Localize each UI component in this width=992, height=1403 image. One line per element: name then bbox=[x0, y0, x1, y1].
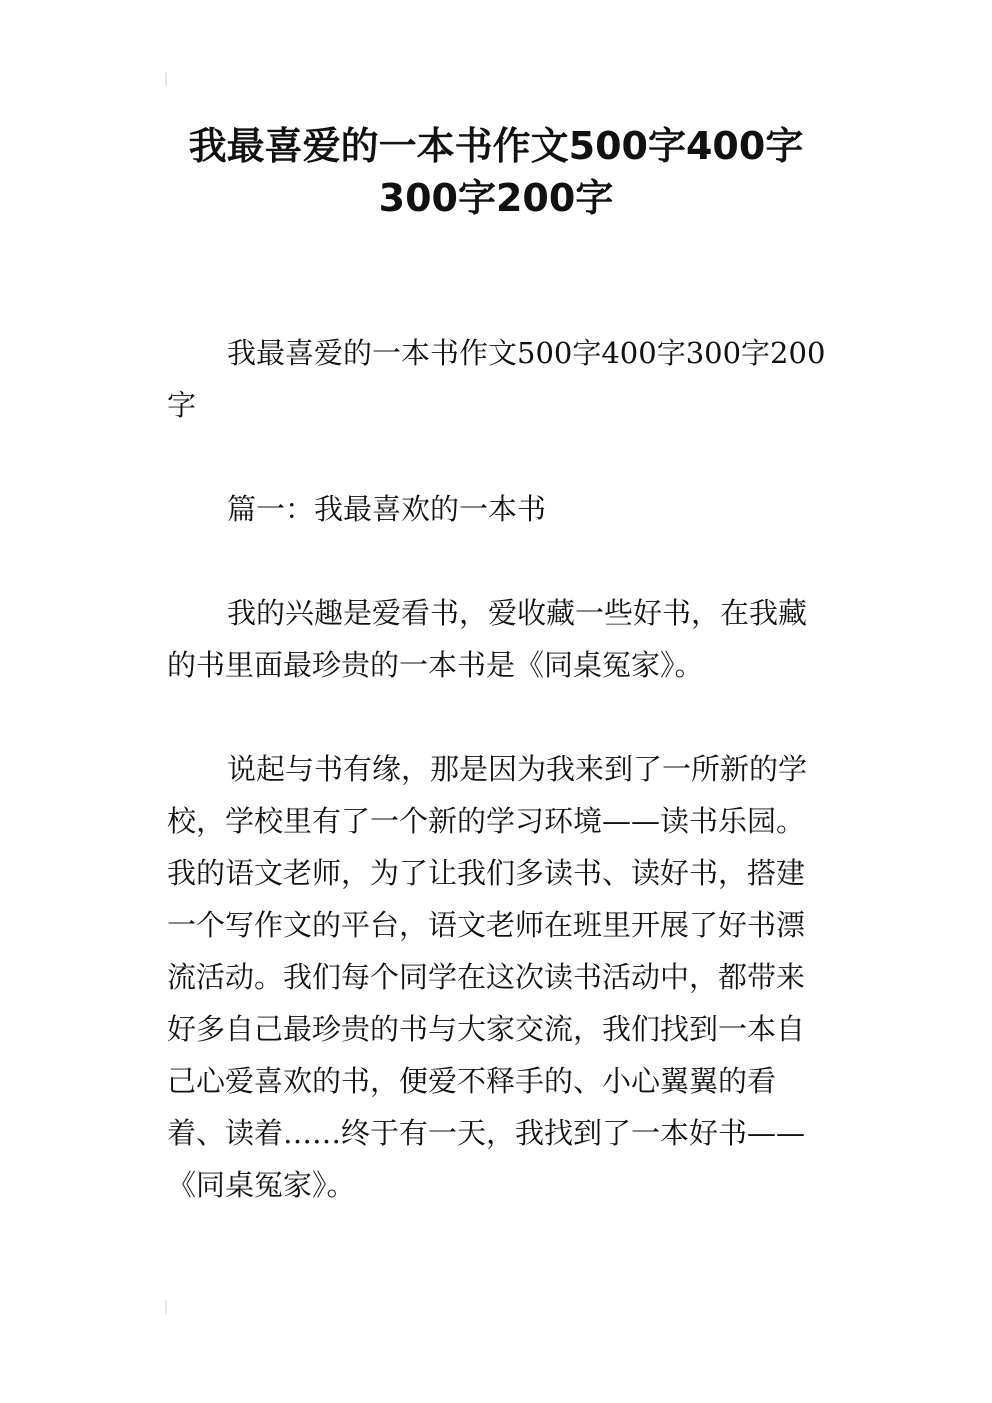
document-body bbox=[167, 327, 831, 1263]
paragraph: 我的兴趣是爱看书，爱收藏一些好书，在我藏的书里面最珍贵的一本书是《同桌冤家》。 bbox=[167, 596, 808, 682]
document-title: 我最喜爱的一本书作文500字400字300字200字 bbox=[188, 124, 804, 220]
page-margin-mark bbox=[165, 1300, 167, 1314]
section-heading: 篇一：我最喜欢的一本书 bbox=[227, 492, 547, 526]
paragraph-subtitle: 我最喜爱的一本书作文500字400字300字200字 bbox=[167, 336, 826, 422]
paragraph: 说起与书有缘，那是因为我来到了一所新的学校，学校里有了一个新的学习环境——读书乐园。我的语文老师，为了让我们多读书、读好书，搭建一个写作文的平台，语文老师在班里开展了好书漂流活动。我们每个同学在这次读书活动中，都带来好多自己最珍贵的书与大家交流，我们找到一本自己心爱喜欢的书，便爱不释手的、小心翼翼的看着、读着……终于有一天，我找到了一本好书——《同桌冤家》。 bbox=[167, 752, 808, 1202]
page-margin-mark bbox=[165, 72, 167, 86]
